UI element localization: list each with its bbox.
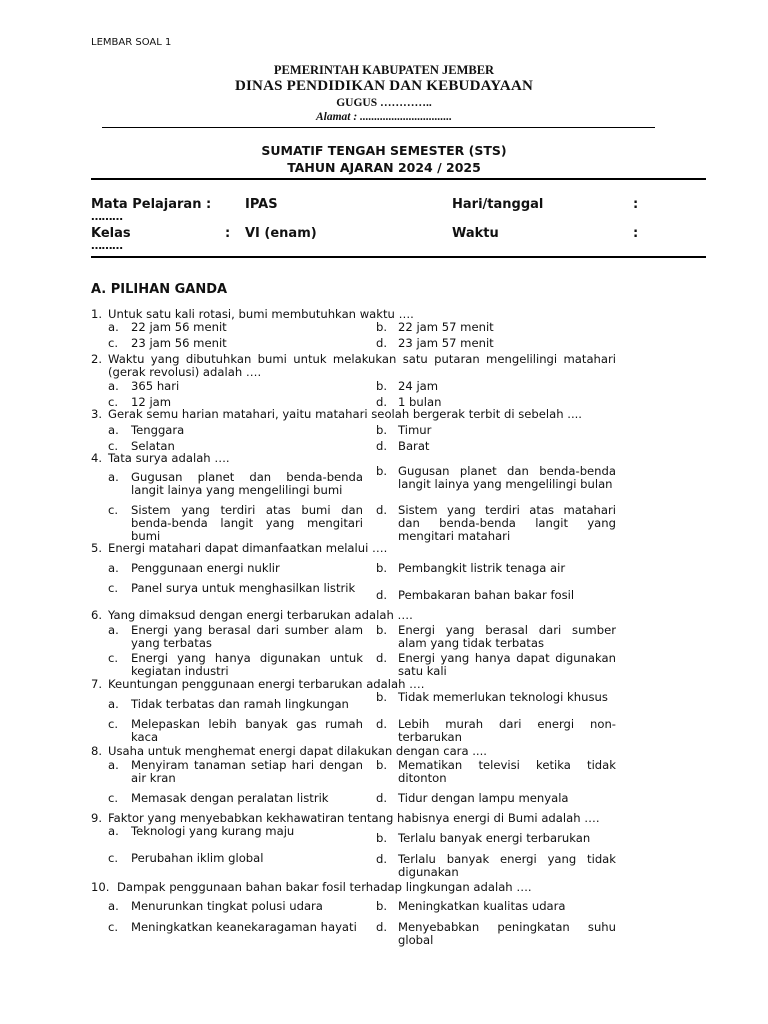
- option-text: Energi yang berasal dari sumber alam yang terbatas: [131, 623, 363, 650]
- info-top-divider: [91, 178, 706, 180]
- subject-dots: ………: [91, 210, 123, 223]
- class-dots: ………: [91, 239, 123, 252]
- option-text: Sistem yang terdiri atas bumi dan benda-benda langit yang mengitari bumi: [131, 503, 363, 543]
- option-letter: b.: [376, 690, 388, 704]
- option-letter: a.: [108, 423, 119, 437]
- question-number: 2.: [91, 352, 103, 366]
- option-text: 23 jam 56 menit: [131, 336, 227, 350]
- option-text: Lebih murah dari energi non-terbarukan: [398, 717, 616, 744]
- option-letter: c.: [108, 717, 119, 731]
- question-text: Faktor yang menyebabkan kekhawatiran tentang habisnya energi di Bumi adalah ….: [108, 811, 600, 825]
- option-letter: a.: [108, 899, 119, 913]
- option-letter: c.: [108, 651, 119, 665]
- option-text: Meningkatkan keanekaragaman hayati: [131, 920, 357, 934]
- option-text: Energi yang hanya digunakan untuk kegiatan industri: [131, 651, 363, 678]
- option-text: Menurunkan tingkat polusi udara: [131, 899, 323, 913]
- option-letter: a.: [108, 623, 119, 637]
- sheet-label: LEMBAR SOAL 1: [91, 37, 172, 48]
- option-letter: a.: [108, 561, 119, 575]
- option-letter: a.: [108, 379, 119, 393]
- header-divider: [102, 127, 655, 128]
- section-title: A. PILIHAN GANDA: [91, 282, 228, 297]
- question-number: 5.: [91, 541, 103, 555]
- question-text: Tata surya adalah ….: [108, 451, 230, 465]
- option-letter: d.: [376, 395, 388, 409]
- option-text: Barat: [398, 439, 430, 453]
- option-text: Tidak terbatas dan ramah lingkungan: [131, 697, 349, 711]
- option-letter: d.: [376, 503, 388, 517]
- academic-year: TAHUN AJARAN 2024 / 2025: [287, 160, 481, 175]
- option-letter: b.: [376, 831, 388, 845]
- question-text: Gerak semu harian matahari, yaitu matahari seolah bergerak terbit di sebelah ....: [108, 407, 582, 421]
- option-letter: c.: [108, 581, 119, 595]
- option-text: 365 hari: [131, 379, 180, 393]
- date-label: Hari/tanggal: [452, 197, 544, 212]
- option-letter: b.: [376, 758, 388, 772]
- option-text: Tidak memerlukan teknologi khusus: [398, 690, 608, 704]
- option-text: Menyebabkan peningkatan suhu global: [398, 920, 616, 947]
- option-text: 22 jam 57 menit: [398, 320, 494, 334]
- question-number: 10.: [91, 880, 110, 894]
- option-letter: c.: [108, 791, 119, 805]
- option-letter: d.: [376, 852, 388, 866]
- address: Alamat : ................................: [315, 111, 453, 123]
- question-text: Dampak penggunaan bahan bakar fosil terhadap lingkungan adalah ….: [117, 880, 532, 894]
- question-text: Keuntungan penggunaan energi terbarukan adalah ….: [108, 677, 425, 691]
- option-letter: b.: [376, 899, 388, 913]
- option-letter: d.: [376, 717, 388, 731]
- time-colon: :: [633, 226, 639, 241]
- option-text: Energi yang hanya dapat digunakan satu kali: [398, 651, 616, 678]
- option-text: Gugusan planet dan benda-benda langit lainya yang mengelilingi bumi: [131, 470, 363, 497]
- option-text: Tenggara: [131, 423, 185, 437]
- question-number: 1.: [91, 307, 103, 321]
- option-text: 23 jam 57 menit: [398, 336, 494, 350]
- option-text: Teknologi yang kurang maju: [131, 824, 295, 838]
- option-text: Sistem yang terdiri atas matahari dan benda-benda langit yang mengitari matahari: [398, 503, 616, 543]
- class-value: VI (enam): [245, 226, 317, 241]
- option-letter: b.: [376, 379, 388, 393]
- question-text: Yang dimaksud dengan energi terbarukan adalah ….: [108, 608, 413, 622]
- option-text: Mematikan televisi ketika tidak ditonton: [398, 758, 616, 785]
- cluster-name: GUGUS …………..: [336, 97, 432, 109]
- option-letter: a.: [108, 320, 119, 334]
- government-name: PEMERINTAH KABUPATEN JEMBER: [273, 63, 495, 77]
- subject-label: Mata Pelajaran :: [91, 197, 212, 212]
- question-number: 6.: [91, 608, 103, 622]
- option-letter: c.: [108, 336, 119, 350]
- option-letter: c.: [108, 920, 119, 934]
- question-text: Waktu yang dibutuhkan bumi untuk melakukan satu putaran mengelilingi matahari (gerak revolusi) adalah ….: [108, 352, 616, 379]
- class-colon: :: [225, 226, 231, 241]
- question-text: Energi matahari dapat dimanfaatkan melalui ….: [108, 541, 388, 555]
- option-text: Panel surya untuk menghasilkan listrik: [131, 581, 356, 595]
- option-text: Memasak dengan peralatan listrik: [131, 791, 329, 805]
- option-letter: d.: [376, 791, 388, 805]
- option-letter: a.: [108, 824, 119, 838]
- option-text: Terlalu banyak energi yang tidak digunakan: [398, 852, 616, 879]
- option-text: Gugusan planet dan benda-benda langit lainya yang mengelilingi bulan: [398, 464, 616, 491]
- option-letter: b.: [376, 423, 388, 437]
- question-number: 9.: [91, 811, 103, 825]
- option-text: Penggunaan energi nuklir: [131, 561, 280, 575]
- subject-value: IPAS: [245, 197, 278, 212]
- option-letter: d.: [376, 439, 388, 453]
- option-letter: b.: [376, 561, 388, 575]
- option-letter: c.: [108, 503, 119, 517]
- question-number: 3.: [91, 407, 103, 421]
- option-text: Terlalu banyak energi terbarukan: [398, 831, 591, 845]
- option-letter: c.: [108, 439, 119, 453]
- option-letter: b.: [376, 464, 388, 478]
- option-letter: b.: [376, 623, 388, 637]
- question-text: Untuk satu kali rotasi, bumi membutuhkan waktu ….: [108, 307, 414, 321]
- question-number: 7.: [91, 677, 103, 691]
- option-text: Meningkatkan kualitas udara: [398, 899, 566, 913]
- option-text: 24 jam: [398, 379, 439, 393]
- option-letter: d.: [376, 588, 388, 602]
- option-text: 1 bulan: [398, 395, 442, 409]
- option-letter: a.: [108, 697, 119, 711]
- exam-title: SUMATIF TENGAH SEMESTER (STS): [261, 143, 507, 158]
- department-name: DINAS PENDIDIKAN DAN KEBUDAYAAN: [234, 78, 534, 94]
- option-letter: a.: [108, 470, 119, 484]
- option-text: 22 jam 56 menit: [131, 320, 227, 334]
- option-text: Pembakaran bahan bakar fosil: [398, 588, 575, 602]
- option-text: Pembangkit listrik tenaga air: [398, 561, 566, 575]
- option-letter: d.: [376, 651, 388, 665]
- option-letter: a.: [108, 758, 119, 772]
- time-label: Waktu: [452, 226, 499, 241]
- option-letter: c.: [108, 851, 119, 865]
- class-label: Kelas: [91, 226, 131, 241]
- option-text: Selatan: [131, 439, 175, 453]
- option-text: Tidur dengan lampu menyala: [398, 791, 569, 805]
- option-letter: d.: [376, 336, 388, 350]
- option-text: Energi yang berasal dari sumber alam yang tidak terbatas: [398, 623, 616, 650]
- date-colon: :: [633, 197, 639, 212]
- option-letter: d.: [376, 920, 388, 934]
- option-text: Perubahan iklim global: [131, 851, 264, 865]
- option-text: Menyiram tanaman setiap hari dengan air kran: [131, 758, 363, 785]
- question-number: 8.: [91, 744, 103, 758]
- option-letter: b.: [376, 320, 388, 334]
- option-text: Timur: [398, 423, 432, 437]
- question-text: Usaha untuk menghemat energi dapat dilakukan dengan cara ....: [108, 744, 487, 758]
- option-text: Melepaskan lebih banyak gas rumah kaca: [131, 717, 363, 744]
- question-number: 4.: [91, 451, 103, 465]
- option-text: 12 jam: [131, 395, 172, 409]
- info-bottom-divider: [91, 256, 706, 258]
- option-letter: c.: [108, 395, 119, 409]
